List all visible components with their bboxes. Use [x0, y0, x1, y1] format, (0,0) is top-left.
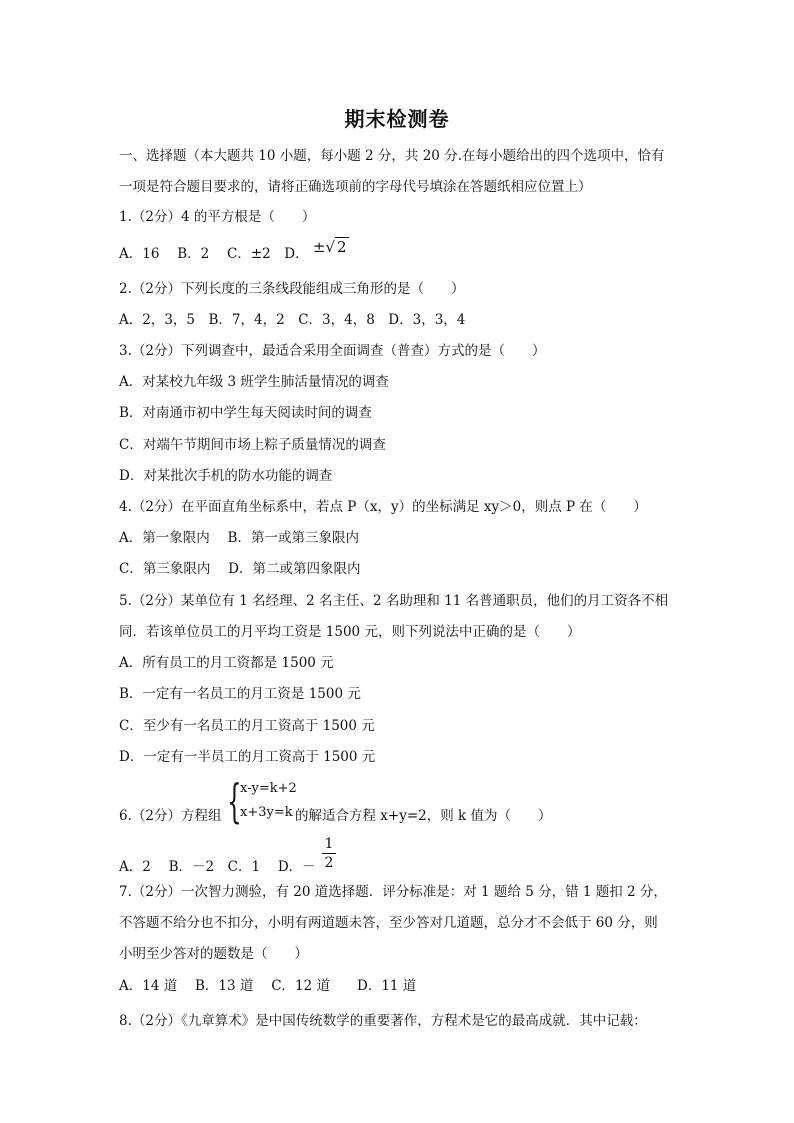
fraction-numerator: 1: [322, 835, 336, 854]
page-title: 期末检测卷: [344, 107, 450, 131]
question-5-option-c: C．至少有一名员工的月工资高于 1500 元: [119, 718, 375, 734]
question-5-stem-line1: 5.（2分）某单位有 1 名经理、2 名主任、2 名助理和 11 名普通职员，他们的月工资各不相: [119, 593, 669, 609]
question-4-options-ab: A．第一象限内 B．第一或第三象限内: [119, 530, 359, 546]
question-5-option-b: B．一定有一名员工的月工资是 1500 元: [119, 686, 361, 702]
fraction-denominator: 2: [324, 855, 334, 871]
question-6-stem-prefix: 6.（2分）方程组: [119, 808, 222, 824]
question-5-stem-line2: 同．若该单位员工的月平均工资是 1500 元，则下列说法中正确的是（ ）: [119, 624, 581, 640]
question-1-options-text: A．16 B．2 C．±2 D．: [119, 246, 309, 262]
equation-1: x-y=k+2: [240, 781, 297, 796]
question-2-stem: 2.（2分）下列长度的三条线段能组成三角形的是（ ）: [119, 281, 465, 297]
equation-system-brace: {: [227, 774, 242, 828]
question-6-stem-suffix: 的解适合方程 x+y=2，则 k 值为（ ）: [295, 808, 552, 824]
question-4-options-cd: C．第三象限内 D．第二或第四象限内: [119, 561, 361, 577]
question-1-options: [119, 238, 679, 264]
question-3-option-b: B．对南通市初中学生每天阅读时间的调查: [119, 405, 372, 421]
question-8-stem-line1: 8.（2分）《九章算术》是中国传统数学的重要著作，方程术是它的最高成就．其中记载：: [119, 1013, 647, 1029]
sqrt-expression: ±√ 2: [312, 238, 347, 256]
question-7-stem-line3: 小明至少答对的题数是（ ）: [119, 946, 308, 962]
section-instructions-line2: 一项是符合题目要求的，请将正确选项前的字母代号填涂在答题纸相应位置上）: [119, 179, 592, 195]
question-6-options: A．2 B．－2 C．1 D．－: [119, 859, 316, 875]
question-7-stem-line1: 7.（2分）一次智力测验，有 20 道选择题．评分标准是：对 1 题给 5 分，错 1 题扣 2 分，: [119, 884, 667, 900]
question-7-options: A．14 道 B．13 道 C．12 道 D．11 道: [119, 978, 417, 994]
question-3-option-a: A．对某校九年级 3 班学生肺活量情况的调查: [119, 374, 389, 390]
radicand: 2: [337, 238, 347, 256]
question-5-option-d: D．一定有一半员工的月工资高于 1500 元: [119, 749, 376, 765]
question-3-option-c: C．对端午节期间市场上粽子质量情况的调查: [119, 437, 386, 453]
question-3-stem: 3.（2分）下列调查中，最适合采用全面调查（普查）方式的是（ ）: [119, 343, 546, 359]
question-1-stem: 1.（2分）4 的平方根是（ ）: [119, 209, 316, 225]
question-3-option-d: D．对某批次手机的防水功能的调查: [119, 468, 333, 484]
question-5-option-a: A．所有员工的月工资都是 1500 元: [119, 655, 334, 671]
fraction-one-half: [322, 835, 336, 872]
equation-2: x+3y=k: [240, 805, 293, 820]
plus-minus-sign: ±: [312, 238, 326, 256]
section-instructions-line1: 一、选择题（本大题共 10 小题，每小题 2 分，共 20 分.在每小题给出的四个选项中，恰有: [119, 148, 665, 164]
question-2-options: A．2，3，5 B．7，4，2 C．3，4，8 D．3，3，4: [119, 312, 466, 328]
question-7-stem-line2: 不答题不给分也不扣分，小明有两道题未答，至少答对几道题，总分才不会低于 60 分，则: [119, 915, 658, 931]
question-4-stem: 4.（2分）在平面直角坐标系中，若点 P（x，y）的坐标满足 xy＞0，则点 P 在（ ）: [119, 499, 647, 515]
